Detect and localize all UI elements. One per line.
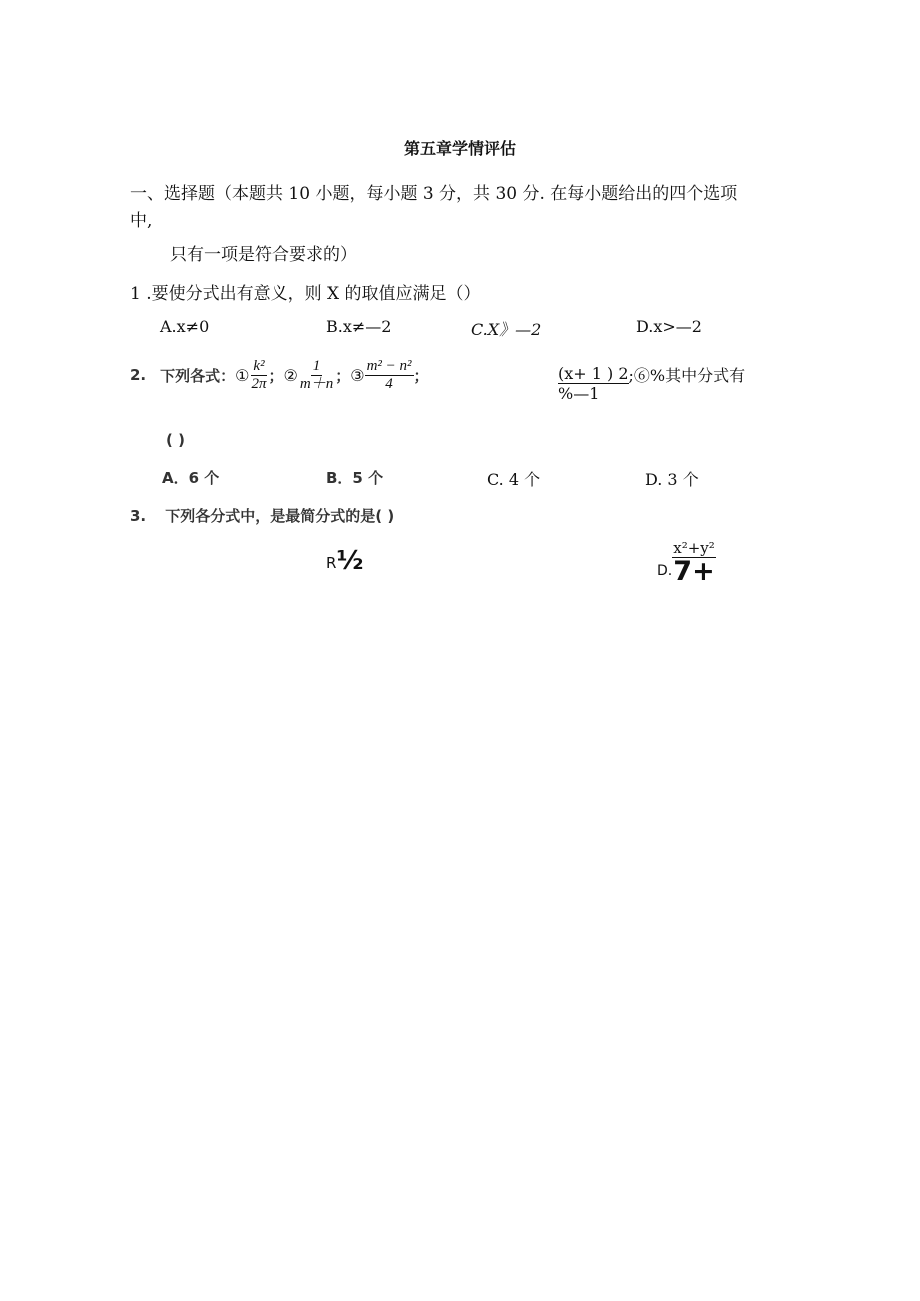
q1-option-a: A.x≠0 [160, 317, 210, 336]
q2-separator: ； [335, 366, 351, 385]
q1-option-d: D.x>—2 [636, 317, 702, 336]
section-heading-line3: 只有一项是符合要求的） [170, 245, 357, 265]
q2-item2-mark: ② [283, 365, 298, 385]
q3-row [130, 505, 394, 526]
q2-separator: ； [268, 366, 284, 385]
q2-stem: 下列各式： [160, 366, 236, 385]
q2-option-c: C. 4 个 [487, 470, 541, 489]
q2-item3-mark: ③ [350, 365, 365, 385]
q2-item1-numerator: k² [253, 358, 265, 374]
q2-option-d: D. 3 个 [645, 470, 699, 489]
q2-item2-fraction [298, 358, 335, 392]
q2-row [130, 358, 429, 392]
q2-item4-denominator: %—1 [558, 384, 600, 404]
q2-item3-fraction [365, 358, 414, 392]
q2-item4-fraction [558, 364, 629, 403]
q3-option-b-label: R [326, 554, 337, 572]
q3-option-d [657, 541, 716, 585]
q2-item1-denominator: 2π [251, 375, 267, 392]
q1-option-c: C.X》—2 [471, 320, 542, 339]
q3-option-b-value: ½ [336, 546, 364, 576]
q2-option-a: A．6 个 [162, 469, 220, 487]
q2-answer-blank: ( ) [166, 431, 185, 449]
q3-stem: 下列各分式中，是最简分式的是( ) [165, 507, 395, 525]
section-heading-line2: 中, [130, 211, 153, 231]
q1-option-b: B.x≠—2 [326, 317, 392, 336]
q2-item1-fraction [250, 358, 269, 392]
q2-item3-numerator: m² − n² [366, 358, 412, 374]
q2-option-b: B．5 个 [326, 469, 384, 487]
q2-item4-numerator: (x+ 1 ) 2 [558, 364, 629, 383]
q3-number: 3. [130, 507, 147, 525]
q2-item2-denominator: m＋n [299, 375, 334, 392]
q2-separator: ； [413, 366, 429, 385]
q2-tail: ;⑥%其中分式有 [628, 366, 746, 386]
q2-item3-denominator: 4 [385, 375, 393, 392]
q3-option-b [326, 548, 363, 574]
q1-stem: 1 .要使分式出有意义，则 X 的取值应满足（） [130, 284, 481, 304]
q3-option-d-fraction [672, 541, 716, 585]
q3-option-d-numerator: x²+y² [673, 539, 715, 557]
q2-number: 2. [130, 366, 147, 384]
q2-item1-mark: ① [235, 365, 250, 385]
page-title: 第五章学情评估 [403, 139, 516, 158]
q3-option-d-denominator: 7+ [673, 556, 715, 587]
section-heading-line1: 一、选择题（本题共 10 小题，每小题 3 分，共 30 分. 在每小题给出的四个选项 [130, 184, 738, 204]
q2-item4-row [558, 364, 745, 403]
q2-item2-numerator: 1 [312, 358, 321, 374]
q3-option-d-label: D. [657, 563, 673, 579]
